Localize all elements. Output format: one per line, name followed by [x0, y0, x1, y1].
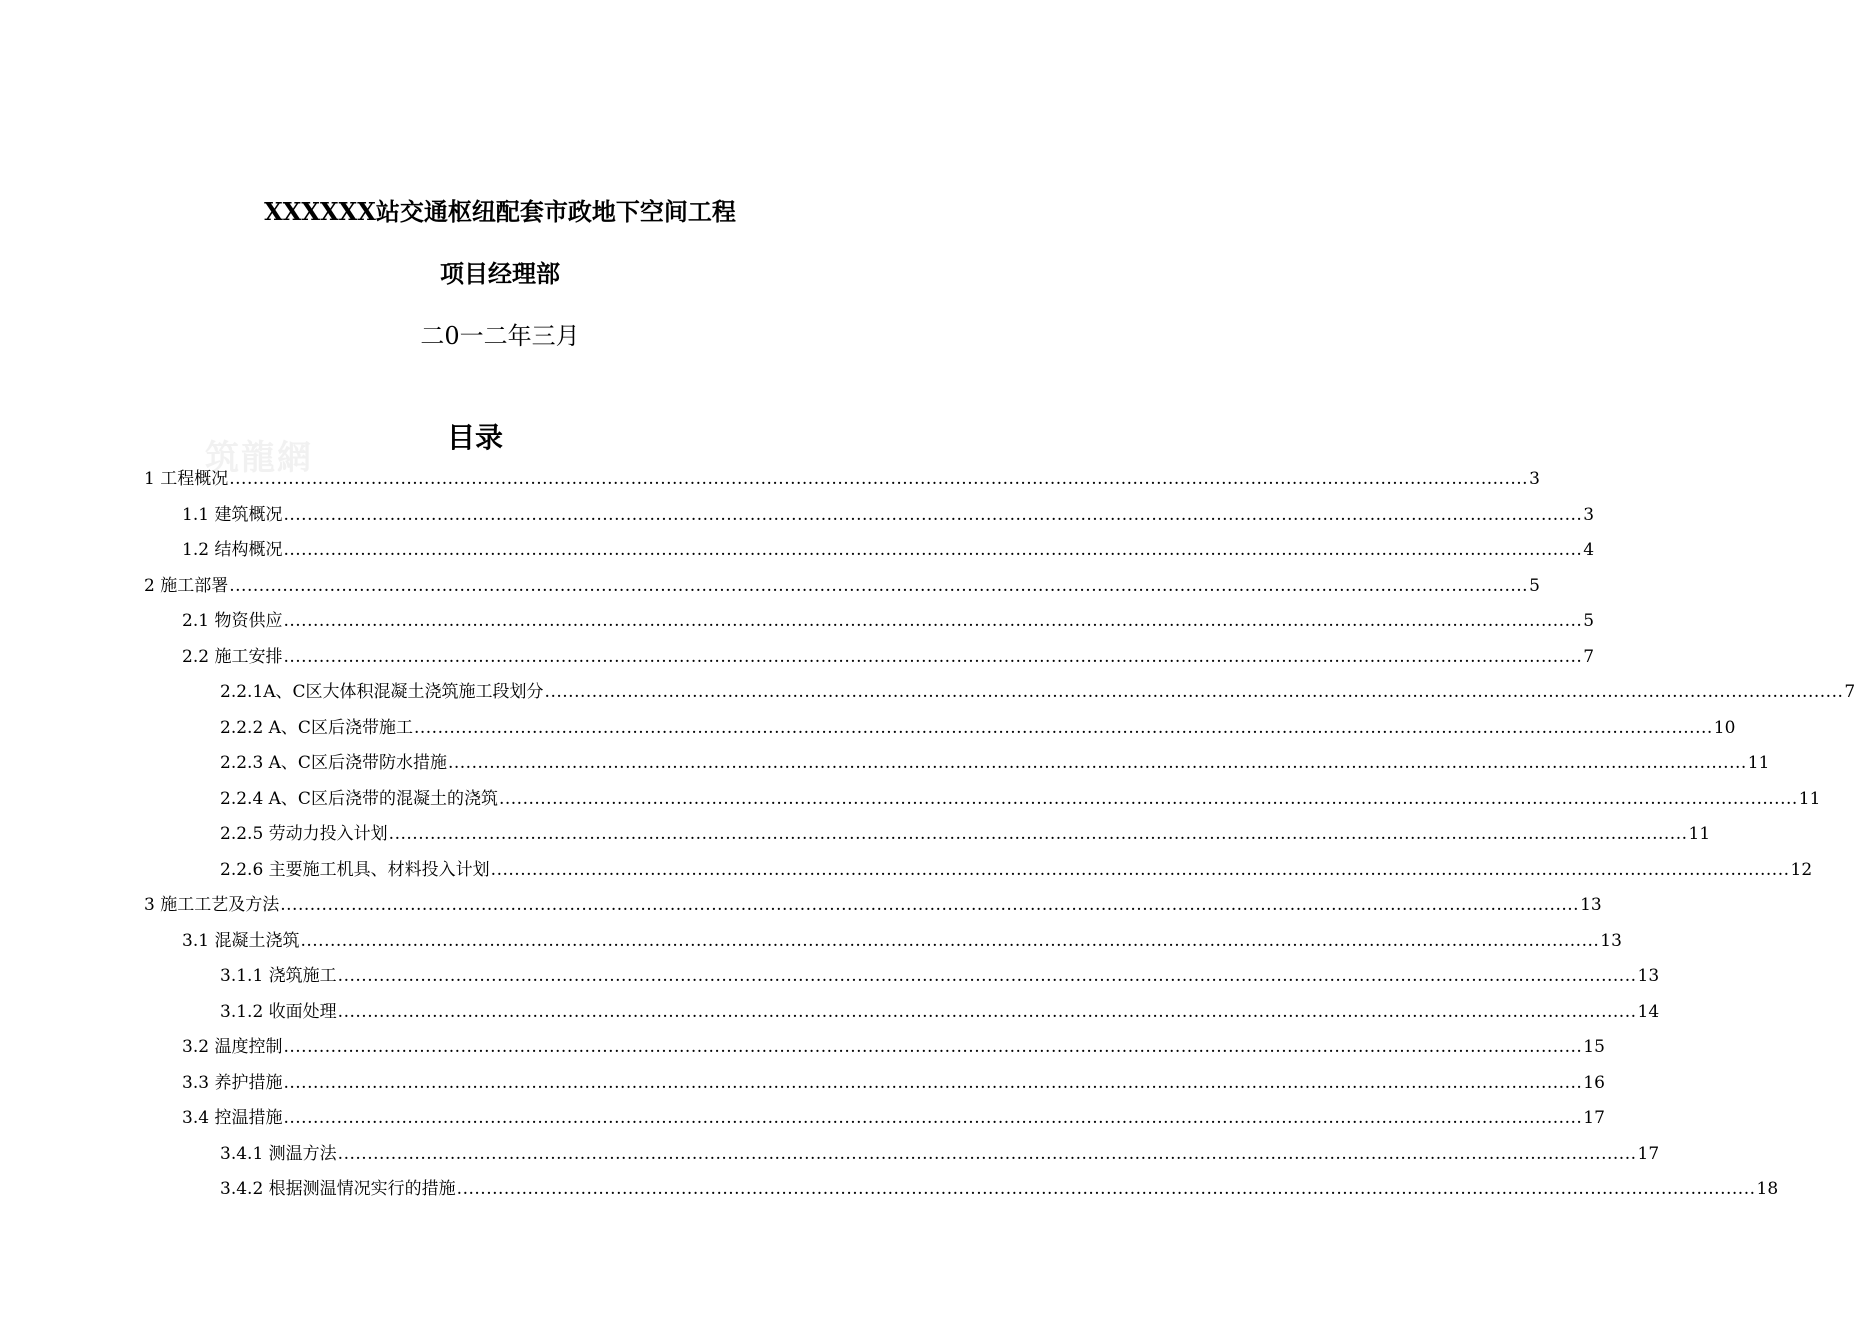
toc-entry-page: 5: [1529, 575, 1540, 596]
toc-entry-label: 3 施工工艺及方法: [144, 895, 280, 915]
toc-dot-leader: ............................................................................................................................................................................................................................: [283, 540, 1583, 560]
toc-entry-label: 2.2.5 劳动力投入计划: [220, 824, 388, 844]
toc-dot-leader: ............................................................................................................................................................................................................................: [283, 504, 1583, 525]
toc-entry-label: 2.2.1A、C区大体积混凝土浇筑施工段划分: [220, 682, 544, 702]
toc-entry[interactable]: [144, 888, 1602, 922]
toc-dot-leader: ............................................................................................................................................................................................................................: [413, 717, 1713, 738]
toc-entry[interactable]: [182, 640, 1595, 674]
toc-entry[interactable]: [182, 498, 1595, 532]
toc-entry-label: 3.4.1 测温方法: [220, 1143, 337, 1164]
toc-dot-leader: ............................................................................................................................................................................................................................: [283, 1037, 1583, 1057]
toc-entry-page: 18: [1756, 1179, 1779, 1199]
toc-entry-page: 3: [1583, 504, 1595, 525]
toc-entry[interactable]: [182, 604, 1595, 638]
toc-entry-page: 12: [1790, 859, 1813, 880]
toc-dot-leader: ............................................................................................................................................................................................................................: [280, 895, 1580, 915]
toc-dot-leader: ............................................................................................................................................................................................................................: [283, 1072, 1583, 1093]
toc-entry-page: 13: [1600, 930, 1622, 951]
toc-entry-page: 17: [1637, 1143, 1660, 1164]
toc-entry[interactable]: [220, 995, 1660, 1029]
toc-entry-page: 5: [1583, 611, 1595, 631]
toc-entry-page: 11: [1747, 753, 1770, 773]
toc-entry-label: 1 工程概况: [144, 469, 229, 489]
toc-entry-page: 17: [1583, 1108, 1605, 1128]
toc-dot-leader: ............................................................................................................................................................................................................................: [337, 1001, 1637, 1022]
toc-entry-label: 3.1 混凝土浇筑: [182, 930, 300, 951]
toc-entry[interactable]: [144, 462, 1540, 496]
toc-entry-page: 15: [1583, 1037, 1605, 1057]
toc-entry[interactable]: [182, 533, 1595, 567]
department-title: 项目经理部: [440, 259, 560, 288]
toc-entry[interactable]: [220, 959, 1660, 993]
toc-entry-label: 2 施工部署: [144, 575, 229, 596]
toc-entry[interactable]: [220, 1172, 1779, 1206]
toc-entry-page: 10: [1713, 717, 1736, 738]
toc-dot-leader: ............................................................................................................................................................................................................................: [229, 469, 1529, 489]
toc-entry[interactable]: [182, 924, 1622, 958]
toc-entry-page: 3: [1529, 469, 1540, 489]
toc-entry[interactable]: [182, 1030, 1605, 1064]
watermark: 筑龍網: [205, 438, 313, 478]
toc-entry-label: 2.2.3 A、C区后浇带防水措施: [220, 753, 447, 773]
toc-entry[interactable]: [220, 853, 1813, 887]
toc-dot-leader: ............................................................................................................................................................................................................................: [283, 611, 1583, 631]
toc-dot-leader: ............................................................................................................................................................................................................................: [490, 859, 1790, 880]
toc-entry-label: 2.2.6 主要施工机具、材料投入计划: [220, 859, 490, 880]
toc-entry-label: 3.1.2 收面处理: [220, 1001, 337, 1022]
toc-entry[interactable]: [220, 711, 1736, 745]
toc-dot-leader: ............................................................................................................................................................................................................................: [283, 1108, 1583, 1128]
toc-dot-leader: ............................................................................................................................................................................................................................: [388, 824, 1688, 844]
document-date: 二0一二年三月: [420, 322, 580, 350]
toc-entry[interactable]: [144, 569, 1540, 603]
toc-dot-leader: ............................................................................................................................................................................................................................: [283, 646, 1583, 667]
toc-entry-page: 13: [1580, 895, 1602, 915]
toc-entry-label: 3.1.1 浇筑施工: [220, 966, 337, 986]
toc-entry-page: 7: [1583, 646, 1595, 667]
toc-heading: 目录: [446, 421, 503, 454]
toc-entry[interactable]: [220, 1137, 1660, 1171]
toc-entry-label: 1.1 建筑概况: [182, 504, 283, 525]
toc-entry-page: 7: [1844, 682, 1855, 702]
toc-entry-page: 4: [1583, 540, 1595, 560]
toc-dot-leader: ............................................................................................................................................................................................................................: [456, 1179, 1756, 1199]
project-title: XXXXXX站交通枢纽配套市政地下空间工程: [264, 197, 736, 226]
toc-entry-page: 11: [1688, 824, 1711, 844]
toc-entry[interactable]: [220, 817, 1711, 851]
toc-entry[interactable]: [220, 675, 1855, 709]
toc-entry-label: 1.2 结构概况: [182, 540, 283, 560]
toc-entry[interactable]: [182, 1066, 1605, 1100]
toc-entry-label: 2.1 物资供应: [182, 611, 283, 631]
toc-dot-leader: ............................................................................................................................................................................................................................: [337, 966, 1637, 986]
toc-entry[interactable]: [220, 782, 1821, 816]
toc-entry-page: 14: [1637, 1001, 1660, 1022]
toc-dot-leader: ............................................................................................................................................................................................................................: [337, 1143, 1637, 1164]
toc-entry-label: 2.2.4 A、C区后浇带的混凝土的浇筑: [220, 788, 498, 809]
toc-dot-leader: ............................................................................................................................................................................................................................: [544, 682, 1844, 702]
toc-entry-label: 3.4.2 根据测温情况实行的措施: [220, 1179, 456, 1199]
toc-dot-leader: ............................................................................................................................................................................................................................: [498, 788, 1798, 809]
toc-entry-label: 2.2.2 A、C区后浇带施工: [220, 717, 413, 738]
toc-dot-leader: ............................................................................................................................................................................................................................: [447, 753, 1747, 773]
toc-entry-label: 3.4 控温措施: [182, 1108, 283, 1128]
toc-dot-leader: ............................................................................................................................................................................................................................: [229, 575, 1529, 596]
toc-entry[interactable]: [220, 746, 1770, 780]
toc-entry-page: 11: [1798, 788, 1821, 809]
toc-entry-label: 3.2 温度控制: [182, 1037, 283, 1057]
toc-entry-page: 13: [1637, 966, 1660, 986]
toc-entry[interactable]: [182, 1101, 1605, 1135]
toc-entry-label: 2.2 施工安排: [182, 646, 283, 667]
toc-entry-page: 16: [1583, 1072, 1605, 1093]
toc-entry-label: 3.3 养护措施: [182, 1072, 283, 1093]
toc-dot-leader: ............................................................................................................................................................................................................................: [300, 930, 1600, 951]
